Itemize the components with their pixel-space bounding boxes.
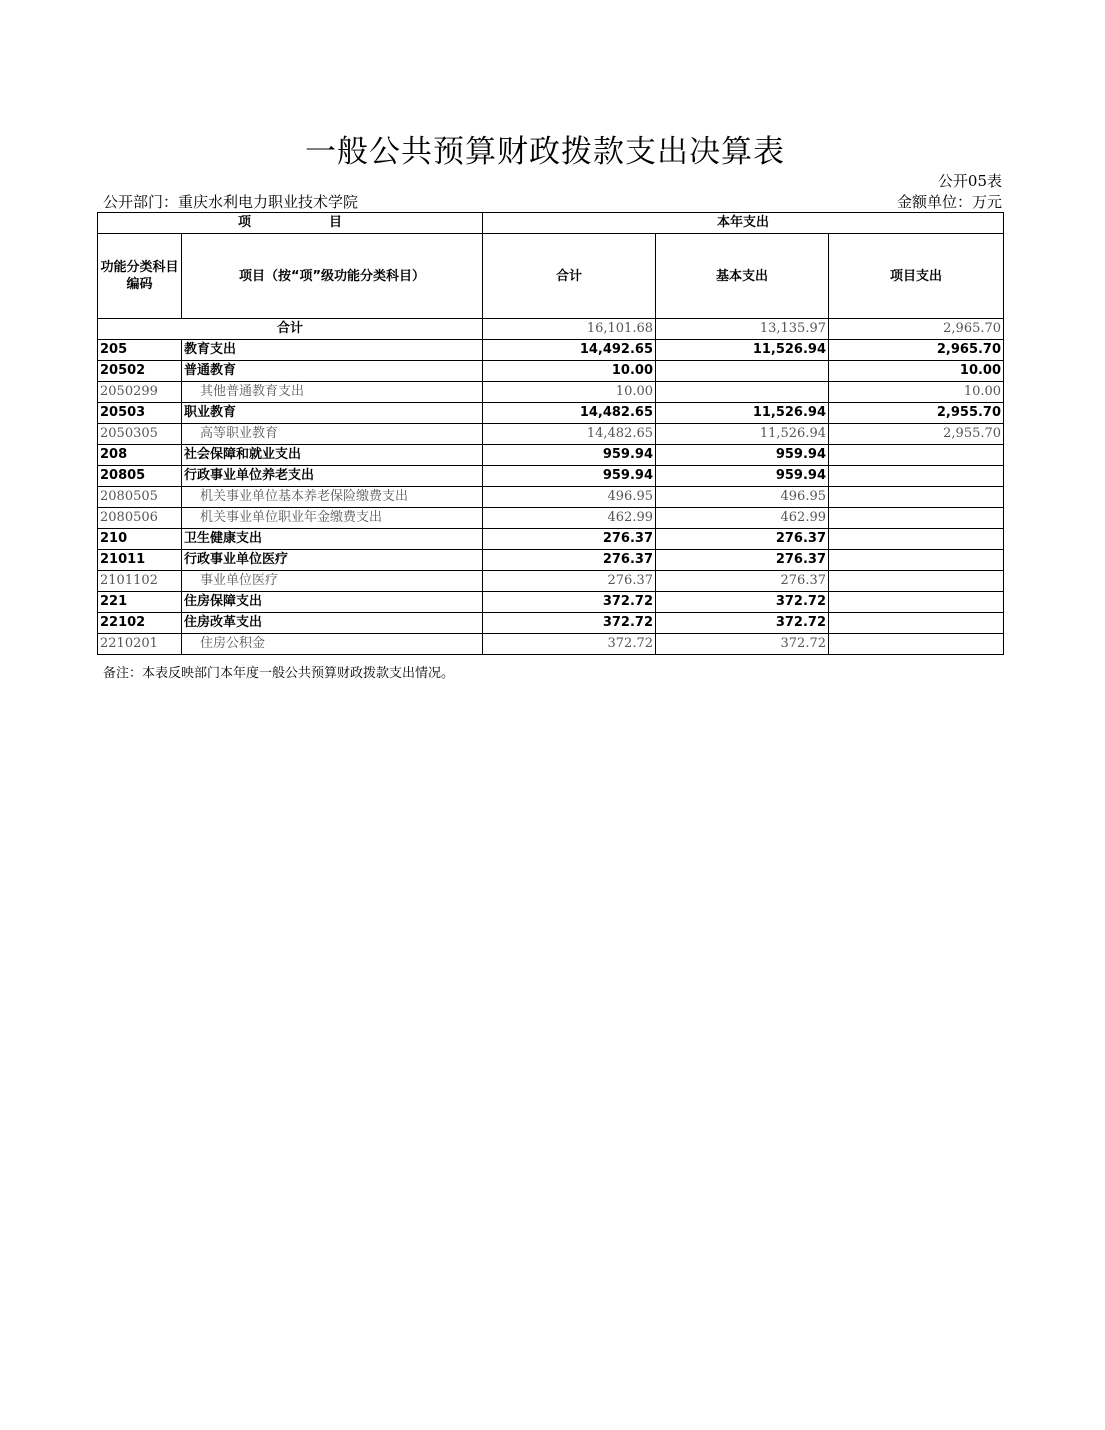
cell-basic: 496.95	[656, 487, 829, 508]
cell-project: 2,955.70	[829, 424, 1004, 445]
header-basic: 基本支出	[656, 234, 829, 319]
total-amount: 16,101.68	[483, 319, 656, 340]
cell-total: 14,492.65	[483, 340, 656, 361]
table-row	[98, 403, 1004, 424]
cell-project: 10.00	[829, 361, 1004, 382]
cell-name: 机关事业单位职业年金缴费支出	[182, 508, 483, 529]
cell-code: 2080506	[98, 508, 182, 529]
cell-total: 372.72	[483, 613, 656, 634]
cell-code: 221	[98, 592, 182, 613]
cell-project	[829, 613, 1004, 634]
table-row	[98, 487, 1004, 508]
table-row	[98, 508, 1004, 529]
cell-total: 462.99	[483, 508, 656, 529]
cell-name: 教育支出	[182, 340, 483, 361]
department-label: 公开部门：重庆水利电力职业技术学院	[103, 193, 359, 211]
cell-project	[829, 445, 1004, 466]
table-row	[98, 361, 1004, 382]
total-basic: 13,135.97	[656, 319, 829, 340]
cell-basic: 276.37	[656, 571, 829, 592]
page-title: 一般公共预算财政拨款支出决算表	[305, 134, 785, 170]
table-row	[98, 340, 1004, 361]
cell-basic: 372.72	[656, 613, 829, 634]
cell-basic: 11,526.94	[656, 403, 829, 424]
cell-total: 959.94	[483, 445, 656, 466]
cell-code: 2050299	[98, 382, 182, 403]
cell-name: 住房保障支出	[182, 592, 483, 613]
cell-name: 职业教育	[182, 403, 483, 424]
cell-basic: 276.37	[656, 550, 829, 571]
cell-total: 10.00	[483, 382, 656, 403]
cell-name: 普通教育	[182, 361, 483, 382]
cell-total: 276.37	[483, 550, 656, 571]
cell-project: 2,955.70	[829, 403, 1004, 424]
cell-name: 行政事业单位医疗	[182, 550, 483, 571]
cell-project	[829, 550, 1004, 571]
total-row	[98, 319, 1004, 340]
footnote: 备注：本表反映部门本年度一般公共预算财政拨款支出情况。	[103, 666, 455, 681]
total-project: 2,965.70	[829, 319, 1004, 340]
cell-name: 高等职业教育	[182, 424, 483, 445]
cell-basic: 959.94	[656, 466, 829, 487]
cell-code: 22102	[98, 613, 182, 634]
expenditure-table	[97, 212, 1004, 655]
cell-name: 行政事业单位养老支出	[182, 466, 483, 487]
table-row	[98, 550, 1004, 571]
cell-basic	[656, 361, 829, 382]
header-current-year: 本年支出	[483, 213, 1004, 234]
table-row	[98, 466, 1004, 487]
cell-code: 20805	[98, 466, 182, 487]
cell-code: 21011	[98, 550, 182, 571]
cell-total: 372.72	[483, 634, 656, 655]
cell-project	[829, 592, 1004, 613]
cell-basic: 276.37	[656, 529, 829, 550]
cell-name: 事业单位医疗	[182, 571, 483, 592]
cell-project: 2,965.70	[829, 340, 1004, 361]
cell-basic: 11,526.94	[656, 424, 829, 445]
cell-total: 10.00	[483, 361, 656, 382]
header-code: 功能分类科目编码	[98, 234, 182, 319]
cell-project	[829, 466, 1004, 487]
cell-basic: 462.99	[656, 508, 829, 529]
cell-total: 276.37	[483, 529, 656, 550]
form-number: 公开05表	[937, 172, 1002, 190]
cell-project	[829, 508, 1004, 529]
cell-code: 2101102	[98, 571, 182, 592]
total-label: 合计	[98, 319, 483, 340]
cell-code: 2210201	[98, 634, 182, 655]
cell-total: 14,482.65	[483, 424, 656, 445]
cell-total: 959.94	[483, 466, 656, 487]
cell-name: 卫生健康支出	[182, 529, 483, 550]
cell-project: 10.00	[829, 382, 1004, 403]
cell-code: 20502	[98, 361, 182, 382]
cell-total: 496.95	[483, 487, 656, 508]
cell-code: 205	[98, 340, 182, 361]
cell-name: 住房改革支出	[182, 613, 483, 634]
cell-code: 2050305	[98, 424, 182, 445]
cell-project	[829, 487, 1004, 508]
table-row	[98, 571, 1004, 592]
cell-basic: 372.72	[656, 634, 829, 655]
cell-basic	[656, 382, 829, 403]
cell-name: 机关事业单位基本养老保险缴费支出	[182, 487, 483, 508]
header-item: 项目（按“项”级功能分类科目）	[182, 234, 483, 319]
table-row	[98, 634, 1004, 655]
cell-code: 208	[98, 445, 182, 466]
cell-name: 其他普通教育支出	[182, 382, 483, 403]
cell-name: 住房公积金	[182, 634, 483, 655]
cell-total: 14,482.65	[483, 403, 656, 424]
table-row	[98, 529, 1004, 550]
table-row	[98, 592, 1004, 613]
cell-basic: 11,526.94	[656, 340, 829, 361]
header-project: 项 目	[98, 213, 483, 234]
cell-code: 20503	[98, 403, 182, 424]
cell-name: 社会保障和就业支出	[182, 445, 483, 466]
cell-total: 372.72	[483, 592, 656, 613]
table-row	[98, 382, 1004, 403]
cell-project	[829, 529, 1004, 550]
table-row	[98, 424, 1004, 445]
unit-label: 金额单位：万元	[896, 193, 1002, 211]
cell-code: 2080505	[98, 487, 182, 508]
cell-project	[829, 571, 1004, 592]
cell-basic: 959.94	[656, 445, 829, 466]
cell-project	[829, 634, 1004, 655]
cell-total: 276.37	[483, 571, 656, 592]
cell-code: 210	[98, 529, 182, 550]
header-project-expenditure: 项目支出	[829, 234, 1004, 319]
header-total: 合计	[483, 234, 656, 319]
cell-basic: 372.72	[656, 592, 829, 613]
table-row	[98, 445, 1004, 466]
table-row	[98, 613, 1004, 634]
